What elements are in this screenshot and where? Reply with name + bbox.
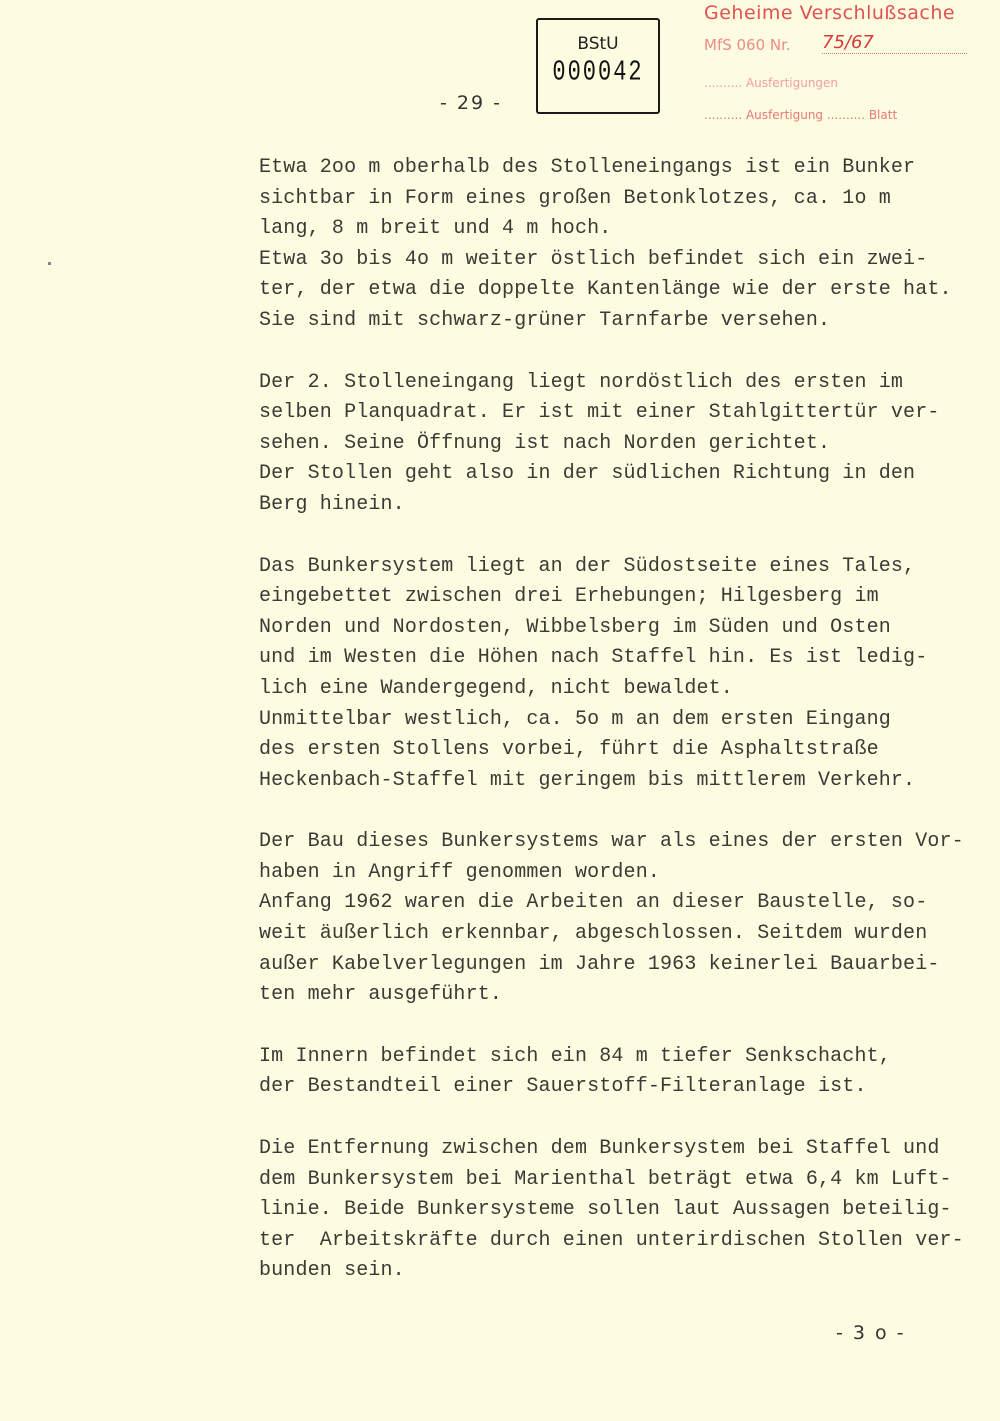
text-line: Anfang 1962 waren die Arbeiten an dieser Baustelle, so- <box>259 891 928 915</box>
text-line: des ersten Stollens vorbei, führt die Asphaltstraße <box>259 738 879 762</box>
text-line: Unmittelbar westlich, ca. 5o m an dem ersten Eingang <box>259 707 891 731</box>
text-line: Das Bunkersystem liegt an der Südostseite eines Tales, <box>259 554 916 578</box>
text-line: Heckenbach-Staffel mit geringem bis mittlerem Verkehr. <box>259 768 916 792</box>
text-line: ten mehr ausgeführt. <box>259 983 503 1007</box>
next-page-number: - 3 o - <box>836 1322 906 1344</box>
stamp-reference-prefix: MfS 060 Nr. <box>704 36 791 54</box>
text-line: außer Kabelverlegungen im Jahre 1963 keinerlei Bauarbei- <box>259 952 940 976</box>
text-line: sehen. Seine Öffnung ist nach Norden gerichtet. <box>259 431 831 455</box>
text-line: Sie sind mit schwarz-grüner Tarnfarbe versehen. <box>259 308 831 332</box>
text-line: eingebettet zwischen drei Erhebungen; Hilgesberg im <box>259 585 879 609</box>
text-line: bunden sein. <box>259 1259 405 1283</box>
text-line: haben in Angriff genommen worden. <box>259 860 661 884</box>
text-line: Berg hinein. <box>259 492 405 516</box>
text-line: Im Innern befindet sich ein 84 m tiefer Senkschacht, <box>259 1044 891 1068</box>
text-line: selben Planquadrat. Er ist mit einer Stahlgittertür ver- <box>259 401 940 425</box>
paragraph-location <box>259 552 989 797</box>
text-line: Etwa 2oo m oberhalb des Stolleneingangs ist ein Bunker <box>259 156 916 179</box>
archive-number-box <box>536 18 660 114</box>
paragraph-bunker-description <box>259 153 989 337</box>
document-body <box>259 153 989 1318</box>
text-line: ter Arbeitskräfte durch einen unterirdischen Stollen ver- <box>259 1228 964 1252</box>
paragraph-interior <box>259 1042 989 1103</box>
margin-mark <box>48 262 51 265</box>
text-line: der Bestandteil einer Sauerstoff-Filteranlage ist. <box>259 1075 867 1099</box>
text-line: Der Bau dieses Bunkersystems war als eines der ersten Vor- <box>259 830 964 854</box>
page-number: - 29 - <box>440 92 502 114</box>
text-line: lang, 8 m breit und 4 m hoch. <box>259 217 612 241</box>
text-line: Der 2. Stolleneingang liegt nordöstlich des ersten im <box>259 370 904 394</box>
text-line: Etwa 3o bis 4o m weiter östlich befindet sich ein zwei- <box>259 247 928 271</box>
archive-label: BStU <box>577 34 619 54</box>
stamp-copy-line: .......... Ausfertigung .......... Blatt <box>704 108 898 122</box>
stamp-copies-line: .......... Ausfertigungen <box>704 76 839 90</box>
text-line: lich eine Wandergegend, nicht bewaldet. <box>259 676 733 700</box>
text-line: linie. Beide Bunkersysteme sollen laut Aussagen beteilig- <box>259 1198 952 1222</box>
stamp-title: Geheime Verschlußsache <box>704 2 956 24</box>
text-line: ter, der etwa die doppelte Kantenlänge wie der erste hat. <box>259 278 952 302</box>
text-line: dem Bunkersystem bei Marienthal beträgt etwa 6,4 km Luft- <box>259 1167 952 1191</box>
text-line: Norden und Nordosten, Wibbelsberg im Süden und Osten <box>259 615 891 639</box>
text-line: Die Entfernung zwischen dem Bunkersystem bei Staffel und <box>259 1137 940 1161</box>
text-line: Der Stollen geht also in der südlichen Richtung in den <box>259 462 916 486</box>
paragraph-second-entrance <box>259 368 989 521</box>
text-line: weit äußerlich erkennbar, abgeschlossen. Seitdem wurden <box>259 922 928 946</box>
archive-number: 000042 <box>552 56 644 89</box>
stamp-reference-number: 75/67 <box>822 32 967 54</box>
text-line: und im Westen die Höhen nach Staffel hin. Es ist ledig- <box>259 646 928 670</box>
paragraph-construction <box>259 827 989 1011</box>
paragraph-distance <box>259 1134 989 1287</box>
text-line: sichtbar in Form eines großen Betonklotzes, ca. 1o m <box>259 186 891 210</box>
